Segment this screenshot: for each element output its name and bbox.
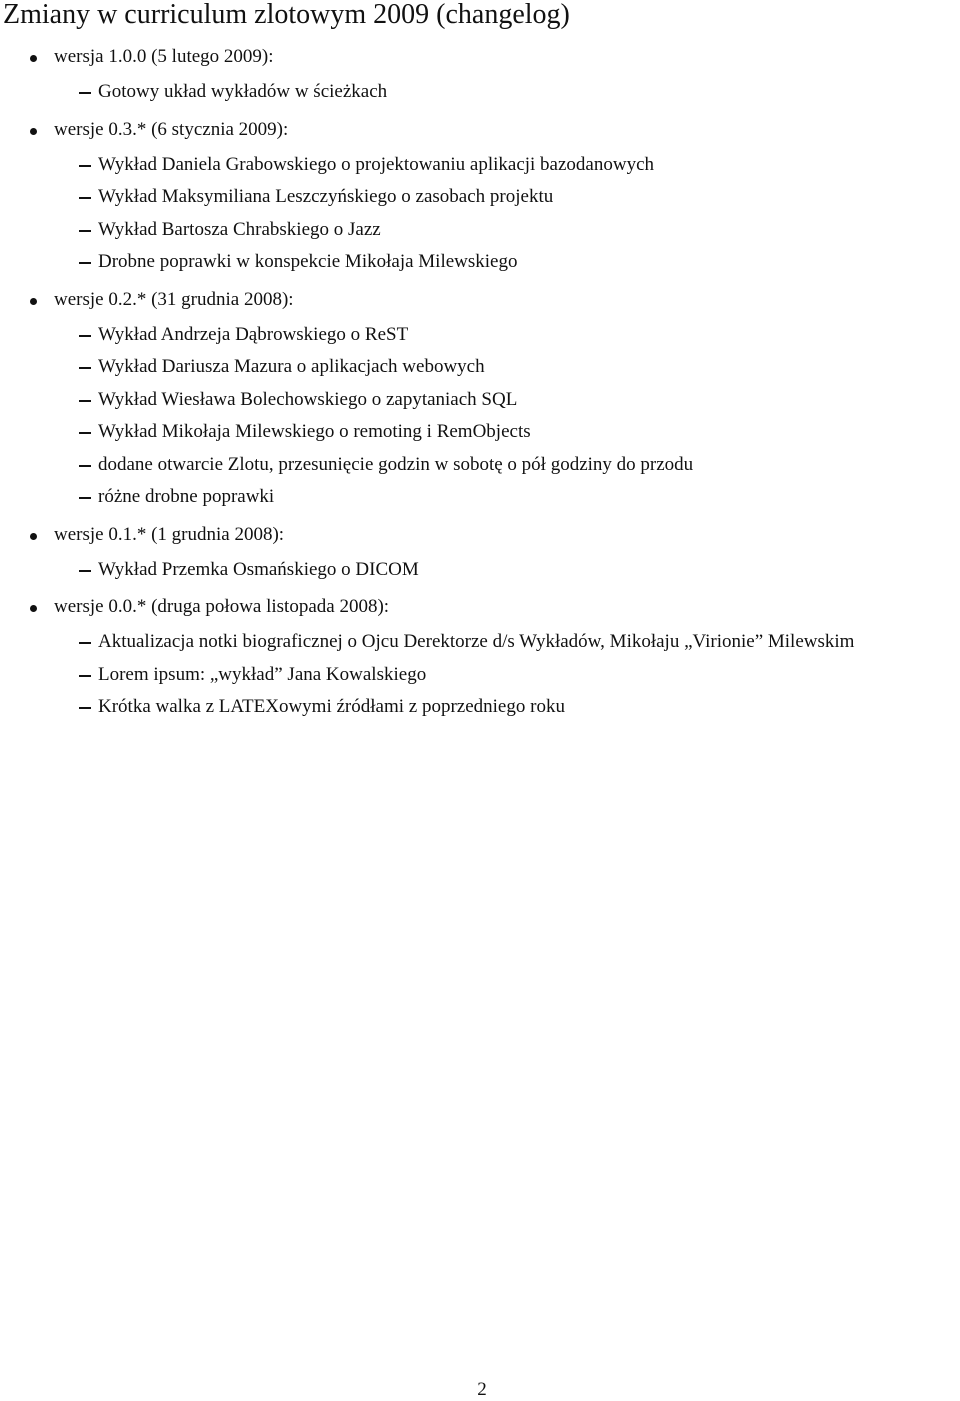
change-text: Aktualizacja notki biograficznej o Ojcu Derektorze d/s Wykładów, Mikołaju „Virionie” Milewskim [98,631,855,652]
page-number: 2 [477,1379,487,1400]
version-label: wersje 0.1.* (1 grudnia 2008): [54,523,285,545]
version-label: wersje 0.2.* (31 grudnia 2008): [54,288,294,310]
change-item [0,185,960,209]
change-item [0,218,960,242]
change-item [0,388,960,412]
dash-icon [79,400,91,402]
change-text: Wykład Andrzeja Dąbrowskiego o ReST [98,323,409,345]
dash-icon [79,335,91,337]
version-heading [0,40,960,74]
change-item [0,558,960,582]
version-heading [0,113,960,147]
dash-icon [79,707,91,709]
change-item [0,420,960,444]
version-heading [0,590,960,624]
dash-icon [79,497,91,499]
dash-icon [79,675,91,677]
version-entry [0,518,960,582]
dash-icon [79,197,91,199]
change-item [0,80,960,104]
version-heading [0,518,960,552]
dash-icon [79,367,91,369]
change-text: Wykład Maksymiliana Leszczyńskiego o zasobach projektu [98,186,554,207]
version-label: wersja 1.0.0 (5 lutego 2009): [54,46,274,67]
change-text: Gotowy układ wykładów w ścieżkach [98,81,388,102]
change-list [0,80,960,104]
dash-icon [79,230,91,232]
change-list [0,323,960,510]
version-entry [0,113,960,275]
change-text: różne drobne poprawki [98,486,275,507]
change-text: Wykład Mikołaja Milewskiego o remoting i RemObjects [98,421,531,442]
change-item [0,250,960,274]
dash-icon [79,92,91,94]
bullet-icon [30,128,37,135]
change-text: Wykład Daniela Grabowskiego o projektowaniu aplikacji bazodanowych [98,153,655,175]
change-item [0,695,960,719]
version-entry [0,283,960,510]
dash-icon [79,465,91,467]
change-text: Lorem ipsum: „wykład” Jana Kowalskiego [98,663,427,685]
bullet-icon [30,55,37,62]
dash-icon [79,642,91,644]
change-item [0,630,960,654]
changelog-list [0,40,960,728]
change-item [0,453,960,477]
change-item [0,355,960,379]
change-text: dodane otwarcie Zlotu, przesunięcie godzin w sobotę o pół godziny do przodu [98,453,694,475]
change-item [0,663,960,687]
change-text: Wykład Przemka Osmańskiego o DICOM [98,558,419,580]
dash-icon [79,570,91,572]
dash-icon [79,262,91,264]
version-entry [0,590,960,719]
change-text: Wykład Dariusza Mazura o aplikacjach webowych [98,356,485,377]
version-label: wersje 0.0.* (druga połowa listopada 2008): [54,596,390,617]
version-entry [0,40,960,104]
dash-icon [79,432,91,434]
version-label: wersje 0.3.* (6 stycznia 2009): [54,118,289,140]
change-list [0,630,960,719]
version-heading [0,283,960,317]
bullet-icon [30,533,37,540]
change-list [0,153,960,275]
change-text: Wykład Wiesława Bolechowskiego o zapytaniach SQL [98,388,518,410]
change-text: Krótka walka z LATEXowymi źródłami z poprzedniego roku [98,696,565,717]
page-title: Zmiany w curriculum zlotowym 2009 (changelog) [3,0,570,30]
change-item [0,485,960,509]
change-text: Drobne poprawki w konspekcie Mikołaja Milewskiego [98,251,518,272]
change-item [0,323,960,347]
change-list [0,558,960,582]
bullet-icon [30,298,37,305]
change-text: Wykład Bartosza Chrabskiego o Jazz [98,218,381,240]
change-item [0,153,960,177]
dash-icon [79,165,91,167]
bullet-icon [30,605,37,612]
